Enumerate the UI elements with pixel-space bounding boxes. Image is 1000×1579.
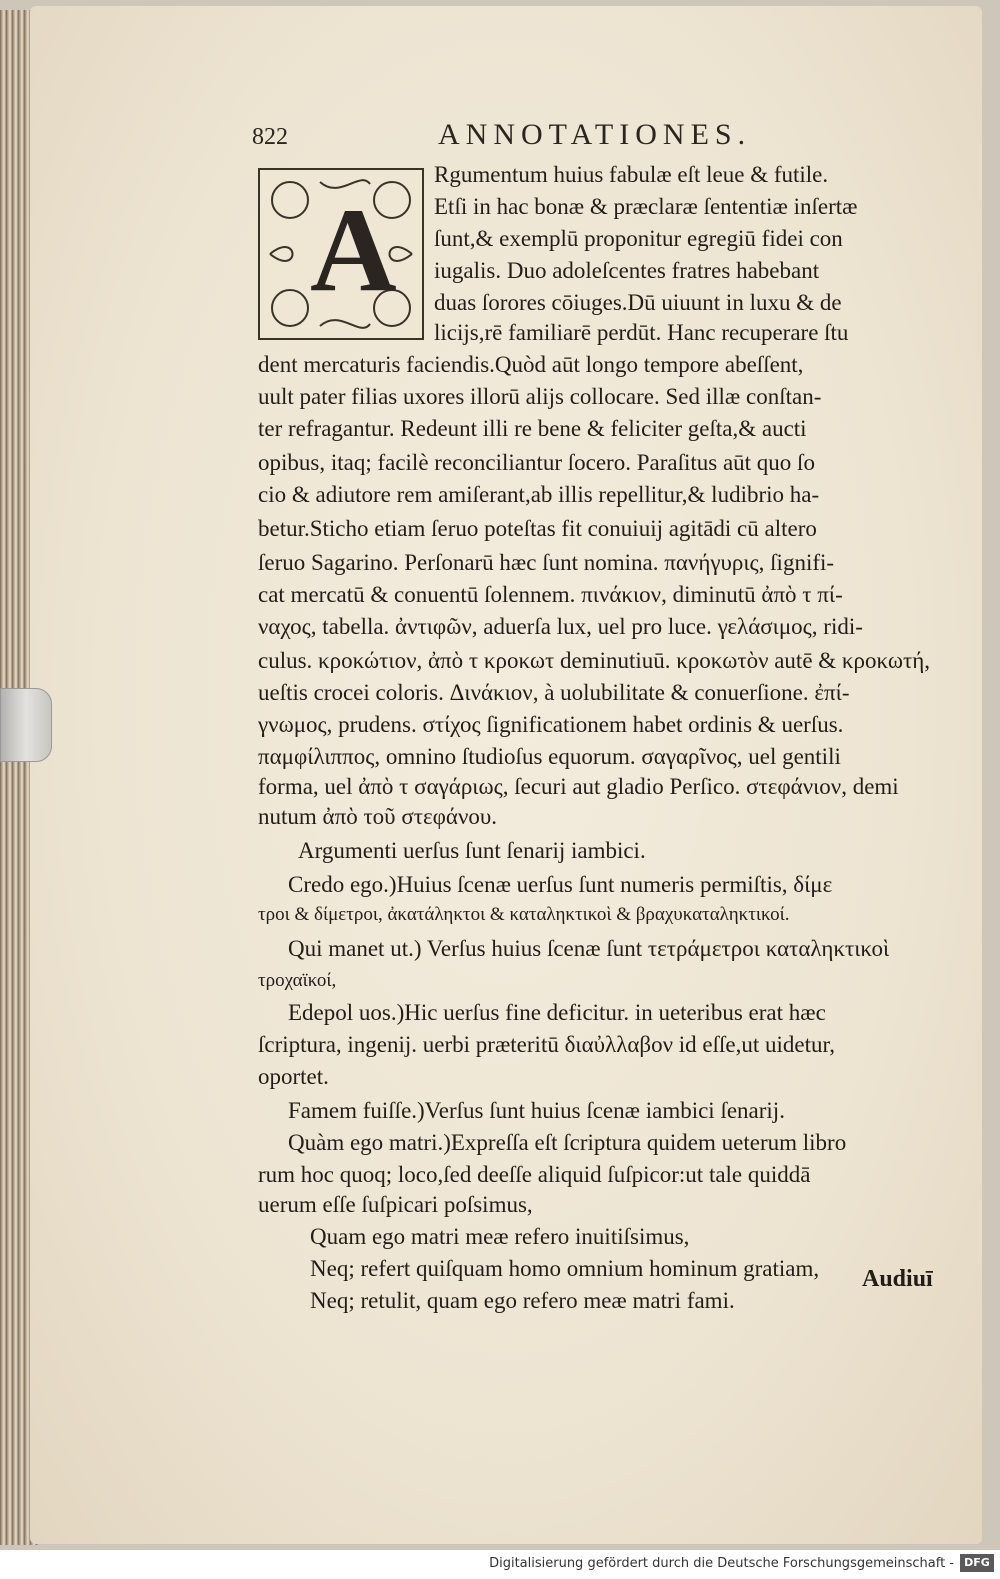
text-line: dent mercaturis faciendis.Quòd aūt longo tempore abeſſent, <box>258 352 804 377</box>
text-line: iugalis. Duo adoleſcentes fratres habebant <box>434 258 820 283</box>
note-line: oportet. <box>258 1064 329 1089</box>
note-line: Quàm ego matri.)Expreſſa eſt ſcriptura quidem ueterum libro <box>288 1130 847 1155</box>
book-clasp <box>0 688 52 762</box>
note-line: τροχαϊκοί, <box>258 970 337 991</box>
note-line: τροι & δίμετροι, ἀκατάληκτοι & καταληκτικοὶ & βραχυκαταληκτικοί. <box>258 904 790 925</box>
text-line: betur.Sticho etiam ſeruo poteſtas fit conuiuij agitādi cū altero <box>258 516 817 541</box>
note-line: ſcriptura, ingenij. uerbi præteritū διαὐλλαβον id eſſe,ut uidetur, <box>258 1032 835 1057</box>
text-line: cat mercatū & conuentū ſolennem. πινάκιον, diminutū ἀπὸ τ πί- <box>258 582 843 607</box>
text-line: licijs,rē familiarē perdūt. Hanc recuperare ſtu <box>434 320 849 345</box>
text-line: γνωμος, prudens. στίχος ſignificationem habet ordinis & uerſus. <box>258 712 844 737</box>
note-line: Qui manet ut.) Verſus huius ſcenæ ſunt τετράμετροι καταληκτικοὶ <box>288 936 890 961</box>
text-line: Etſi in hac bonæ & præclaræ ſententiæ inſertæ <box>434 194 858 219</box>
note-line: Credo ego.)Huius ſcenæ uerſus ſunt numeris permiſtis, δίμε <box>288 872 833 897</box>
text-line: forma, uel ἀπὸ τ σαγάριως, ſecuri aut gladio Perſico. στεφάνιον, demi <box>258 774 899 799</box>
text-line: Rgumentum huius fabulæ eſt leue & futile. <box>434 162 829 187</box>
text-line: nutum ἀπὸ τοῦ στεφάνου. <box>258 804 497 829</box>
note-line: Famem fuiſſe.)Verſus ſunt huius ſcenæ iambici ſenarij. <box>288 1098 785 1123</box>
page-number: 822 <box>252 124 288 150</box>
page-header <box>252 118 962 158</box>
text-line: uult pater filias uxores illorū alijs collocare. Sed illæ conſtan- <box>258 384 822 409</box>
verse-line: Neq; refert quiſquam homo omnium hominum gratiam, <box>310 1256 820 1281</box>
text-line: ναχος, tabella. ἀντιφῶν, aduerſa lux, uel pro luce. γελάσιμος, ridi- <box>258 614 863 639</box>
text-line: παμφίλιππος, omnino ſtudioſus equorum. σαγαρῖνος, uel gentili <box>258 744 841 769</box>
text-line: ueſtis crocei coloris. Δινάκιον, à uolubilitate & conuerſione. ἐπί- <box>258 680 850 705</box>
text-line: culus. κροκώτιον, ἀπὸ τ κροκωτ deminutiuū. κροκωτὸν autē & κροκωτή, <box>258 648 931 673</box>
text-line: duas ſorores cōiuges.Dū uiuunt in luxu & de <box>434 290 842 315</box>
note-line: Argumenti uerſus ſunt ſenarij iambici. <box>298 838 646 863</box>
note-line: rum hoc quoq; loco,ſed deeſſe aliquid ſuſpicor:ut tale quiddā <box>258 1162 811 1187</box>
decorated-initial <box>258 168 424 340</box>
initial-letter: A <box>310 183 397 316</box>
text-line: ſeruo Sagarino. Perſonarū hæc ſunt nomina. πανήγυρις, ſignifi- <box>258 550 835 575</box>
text-line: opibus, itaq; facilè reconciliantur ſocero. Paraſitus aūt quo ſo <box>258 450 815 475</box>
text-line: ter refragantur. Redeunt illi re bene & feliciter geſta,& aucti <box>258 416 807 441</box>
funding-credit: Digitalisierung gefördert durch die Deutsche Forschungsgemeinschaft - <box>489 1556 954 1571</box>
dfg-logo: DFG <box>960 1554 994 1572</box>
verse-line: Neq; retulit, quam ego refero meæ matri fami. <box>310 1288 735 1313</box>
verse-line: Quam ego matri meæ refero inuitiſsimus, <box>310 1224 690 1249</box>
catchword: Audiuī <box>862 1266 933 1292</box>
footer-bar <box>0 1552 1000 1579</box>
note-line: uerum eſſe ſuſpicari poſsimus, <box>258 1192 533 1217</box>
text-line: cio & adiutore rem amiſerant,ab illis repellitur,& ludibrio ha- <box>258 482 820 507</box>
text-line: ſunt,& exemplū proponitur egregiū fidei con <box>434 226 843 251</box>
running-head: ANNOTATIONES. <box>438 118 752 151</box>
note-line: Edepol uos.)Hic uerſus fine deficitur. in ueteribus erat hæc <box>288 1000 826 1025</box>
